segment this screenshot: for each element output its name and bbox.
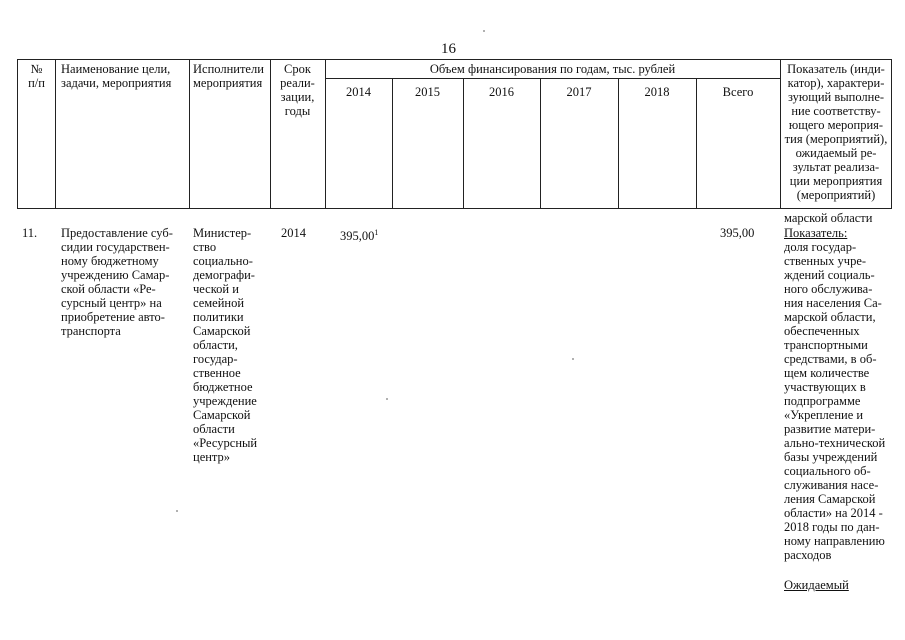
table-top-border bbox=[17, 59, 891, 60]
scan-speck bbox=[483, 30, 485, 32]
page-number: 16 bbox=[441, 41, 456, 57]
col-border bbox=[189, 59, 190, 209]
col-border bbox=[55, 59, 56, 209]
row-term: 2014 bbox=[281, 226, 306, 240]
header-funding-title: Объем финансирования по годам, тыс. рублей bbox=[429, 62, 676, 76]
header-year-2015: 2015 bbox=[415, 85, 440, 99]
row-activity-name: Предоставление суб- сидии государствен- ному бюджетному учреждению Самар- ской области «Ре- сурсный центр» на приобретение авто- транспорта bbox=[61, 226, 173, 338]
scan-speck bbox=[386, 398, 388, 400]
header-name: Наименование цели, задачи, мероприятия bbox=[61, 62, 172, 90]
row-value-2014: 395,00$^1$ bbox=[340, 228, 379, 244]
row-indicator-text: доля государ- ственных учре- ждений социаль- ного обслужива- ния населения Са- марской области, обеспеченных транспортными средствами, в об- щем количестве участвующих в подпрограмме «Укрепление и развитие матери- ально-технической базы учреждений социального об- служивания насе- ления Самарской области» на 2014 - 2018 годы по дан- ному направлению расходов bbox=[784, 240, 886, 562]
scan-speck bbox=[176, 510, 178, 512]
row-executors: Министер- ство социально- демографи- ческой и семейной политики Самарской области, государ- ственное бюджетное учреждение Самарской области «Ресурсный центр» bbox=[193, 226, 258, 464]
header-year-2014: 2014 bbox=[346, 85, 371, 99]
footnote-mark: 1 bbox=[374, 228, 379, 237]
header-indicator: Показатель (инди- катор), характери- зующий выполне- ние соответству- ющего мероприя- тия (мероприятий), ожидаемый ре- зультат реализа- ции мероприятия (мероприятий) bbox=[784, 62, 888, 202]
header-num: № п/п bbox=[28, 62, 45, 90]
header-bottom-border bbox=[17, 208, 891, 209]
header-year-2016: 2016 bbox=[489, 85, 514, 99]
row-indicator-top: марской области bbox=[784, 211, 873, 225]
row-expected-label: Ожидаемый bbox=[784, 578, 849, 592]
header-total: Всего bbox=[722, 85, 754, 99]
scan-speck bbox=[572, 358, 574, 360]
header-year-2018: 2018 bbox=[644, 85, 670, 99]
header-year-2017: 2017 bbox=[566, 85, 592, 99]
header-executors: Исполнители мероприятия bbox=[193, 62, 264, 90]
col-border bbox=[325, 59, 326, 209]
header-term: Срок реали- зации, годы bbox=[280, 62, 315, 118]
row-number: 11. bbox=[22, 226, 38, 240]
funding-subheader-line bbox=[325, 78, 780, 79]
col-border bbox=[891, 59, 892, 209]
row-total: 395,00 bbox=[720, 226, 755, 240]
row-indicator-label: Показатель: bbox=[784, 226, 848, 240]
